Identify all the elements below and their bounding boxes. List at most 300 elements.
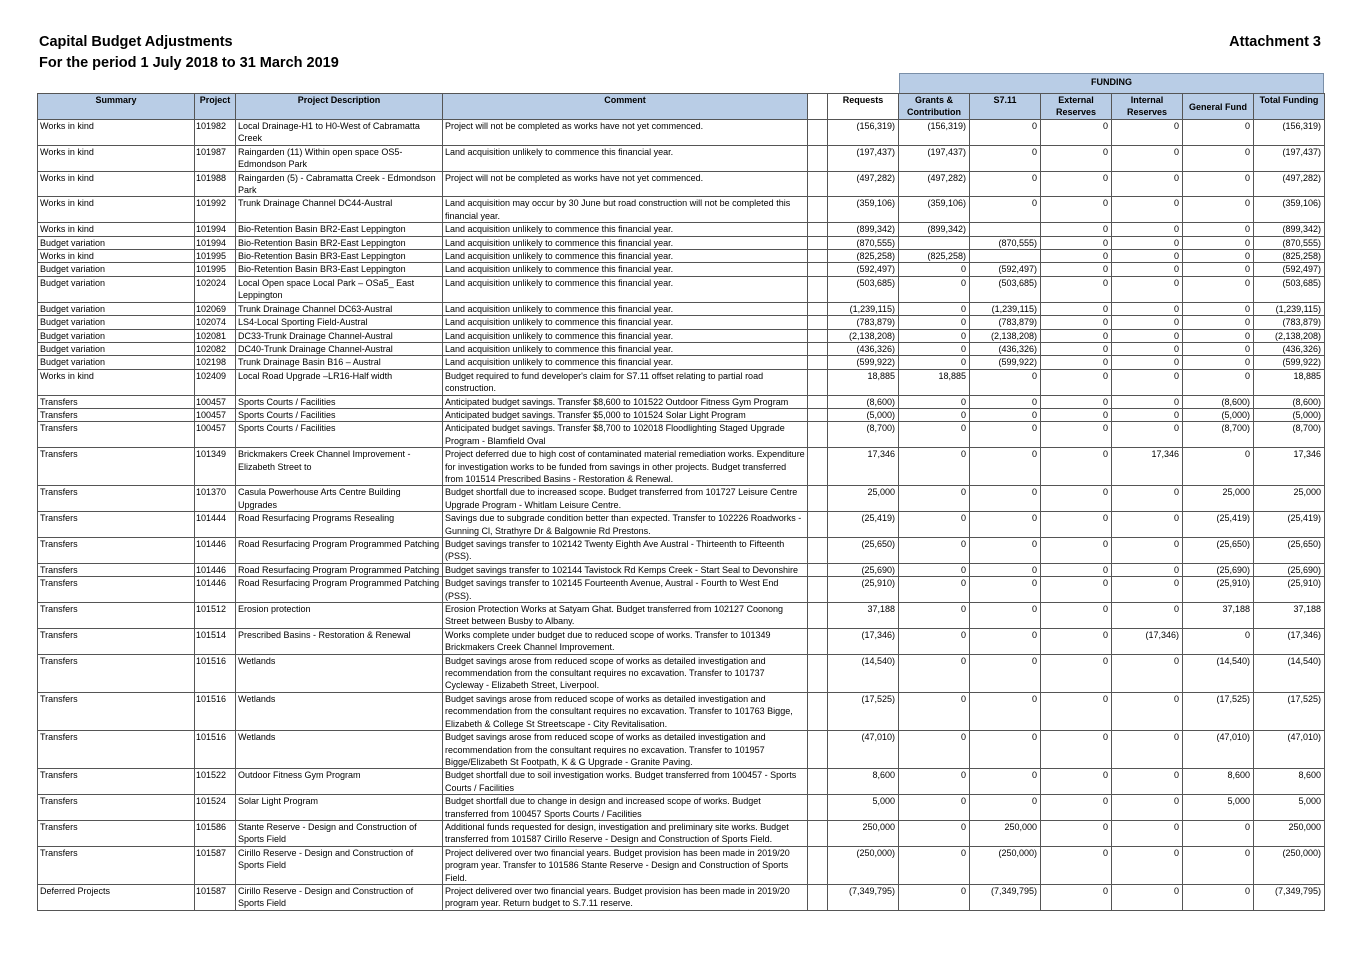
table-row (38, 369, 1325, 395)
row-internal-reserves: (17,346) (1112, 628, 1183, 654)
row-comment: Erosion Protection Works at Satyam Ghat. Budget transferred from 102127 Coonong Street between Busby to Albany. (443, 603, 808, 629)
col-grants: Grants & Contribution (899, 94, 970, 120)
row-summary: Transfers (38, 486, 195, 512)
row-general-fund: 0 (1183, 329, 1254, 342)
row-description: Sports Courts / Facilities (236, 408, 443, 421)
row-comment: Land acquisition unlikely to commence this financial year. (443, 302, 808, 315)
row-description: Road Resurfacing Program Programmed Patching (236, 563, 443, 576)
table-row (38, 769, 1325, 795)
row-spacer (808, 563, 828, 576)
row-internal-reserves: 0 (1112, 486, 1183, 512)
row-summary: Works in kind (38, 197, 195, 223)
row-general-fund: (8,700) (1183, 422, 1254, 448)
row-description: DC33-Trunk Drainage Channel-Austral (236, 329, 443, 342)
row-spacer (808, 820, 828, 846)
col-requests: Requests (828, 94, 899, 120)
row-total-funding: (25,650) (1254, 538, 1325, 564)
row-project: 101516 (195, 692, 236, 730)
row-requests: (359,106) (828, 197, 899, 223)
row-grants: 0 (899, 538, 970, 564)
table-row (38, 538, 1325, 564)
row-summary: Transfers (38, 538, 195, 564)
row-project: 101444 (195, 512, 236, 538)
row-summary: Budget variation (38, 302, 195, 315)
row-grants: (497,282) (899, 171, 970, 197)
row-grants: 0 (899, 846, 970, 884)
col-total-funding: Total Funding (1254, 94, 1325, 120)
row-external-reserves: 0 (1041, 769, 1112, 795)
row-total-funding: (503,685) (1254, 276, 1325, 302)
row-spacer (808, 731, 828, 769)
row-general-fund: 0 (1183, 369, 1254, 395)
row-summary: Transfers (38, 769, 195, 795)
row-internal-reserves: 0 (1112, 563, 1183, 576)
row-description: Bio-Retention Basin BR3-East Leppington (236, 250, 443, 263)
row-spacer (808, 120, 828, 146)
row-internal-reserves: 0 (1112, 302, 1183, 315)
row-grants: 0 (899, 512, 970, 538)
row-external-reserves: 0 (1041, 448, 1112, 486)
row-spacer (808, 884, 828, 910)
row-description: Wetlands (236, 731, 443, 769)
row-grants: 0 (899, 654, 970, 692)
row-description: Road Resurfacing Program Programmed Patching (236, 577, 443, 603)
row-requests: (17,525) (828, 692, 899, 730)
row-project: 102081 (195, 329, 236, 342)
row-internal-reserves: 0 (1112, 316, 1183, 329)
row-spacer (808, 628, 828, 654)
row-project: 100457 (195, 408, 236, 421)
row-external-reserves: 0 (1041, 369, 1112, 395)
row-summary: Transfers (38, 448, 195, 486)
row-grants: 0 (899, 356, 970, 369)
row-requests: 37,188 (828, 603, 899, 629)
row-internal-reserves: 0 (1112, 171, 1183, 197)
row-grants: 0 (899, 603, 970, 629)
row-grants: 0 (899, 395, 970, 408)
row-spacer (808, 236, 828, 249)
row-internal-reserves: 0 (1112, 654, 1183, 692)
row-spacer (808, 276, 828, 302)
row-general-fund: 0 (1183, 820, 1254, 846)
row-total-funding: (14,540) (1254, 654, 1325, 692)
row-requests: (5,000) (828, 408, 899, 421)
row-summary: Budget variation (38, 236, 195, 249)
row-summary: Works in kind (38, 171, 195, 197)
table-header-row (38, 94, 1325, 120)
row-general-fund: 0 (1183, 145, 1254, 171)
row-description: Bio-Retention Basin BR2-East Leppington (236, 236, 443, 249)
row-requests: (14,540) (828, 654, 899, 692)
row-project: 100457 (195, 395, 236, 408)
row-general-fund: 0 (1183, 302, 1254, 315)
row-s711: 0 (970, 448, 1041, 486)
row-grants: 0 (899, 302, 970, 315)
row-description: Local Open space Local Park – OSa5_ East Leppington (236, 276, 443, 302)
row-requests: (47,010) (828, 731, 899, 769)
row-general-fund: 0 (1183, 884, 1254, 910)
row-grants: 0 (899, 731, 970, 769)
row-s711: 0 (970, 577, 1041, 603)
col-summary: Summary (38, 94, 195, 120)
row-requests: 17,346 (828, 448, 899, 486)
row-grants: (825,258) (899, 250, 970, 263)
row-external-reserves: 0 (1041, 171, 1112, 197)
row-external-reserves: 0 (1041, 197, 1112, 223)
row-description: Local Drainage-H1 to H0-West of Cabramatta Creek (236, 120, 443, 146)
row-internal-reserves: 0 (1112, 603, 1183, 629)
row-external-reserves: 0 (1041, 276, 1112, 302)
row-internal-reserves: 0 (1112, 369, 1183, 395)
row-grants: 0 (899, 408, 970, 421)
row-project: 101516 (195, 731, 236, 769)
row-s711: 0 (970, 408, 1041, 421)
row-summary: Budget variation (38, 342, 195, 355)
row-comment: Land acquisition unlikely to commence this financial year. (443, 223, 808, 236)
row-requests: (156,319) (828, 120, 899, 146)
row-s711: 0 (970, 486, 1041, 512)
row-description: Raingarden (5) - Cabramatta Creek - Edmondson Park (236, 171, 443, 197)
row-spacer (808, 846, 828, 884)
table-row (38, 236, 1325, 249)
row-spacer (808, 223, 828, 236)
row-spacer (808, 197, 828, 223)
row-internal-reserves: 0 (1112, 577, 1183, 603)
table-row (38, 329, 1325, 342)
row-project: 101512 (195, 603, 236, 629)
attachment-label: Attachment 3 (1229, 34, 1321, 50)
row-comment: Land acquisition unlikely to commence this financial year. (443, 250, 808, 263)
row-total-funding: (592,497) (1254, 263, 1325, 276)
row-total-funding: (870,555) (1254, 236, 1325, 249)
row-s711: 0 (970, 512, 1041, 538)
row-general-fund: 0 (1183, 342, 1254, 355)
row-internal-reserves: 0 (1112, 356, 1183, 369)
row-s711: 250,000 (970, 820, 1041, 846)
row-total-funding: (47,010) (1254, 731, 1325, 769)
row-total-funding: 8,600 (1254, 769, 1325, 795)
row-external-reserves: 0 (1041, 654, 1112, 692)
table-row (38, 692, 1325, 730)
table-row (38, 731, 1325, 769)
row-external-reserves: 0 (1041, 563, 1112, 576)
table-row (38, 276, 1325, 302)
row-internal-reserves: 0 (1112, 223, 1183, 236)
row-external-reserves: 0 (1041, 408, 1112, 421)
row-total-funding: (825,258) (1254, 250, 1325, 263)
row-requests: (870,555) (828, 236, 899, 249)
table-row (38, 628, 1325, 654)
row-description: Wetlands (236, 692, 443, 730)
row-description: Solar Light Program (236, 795, 443, 821)
row-general-fund: 0 (1183, 448, 1254, 486)
row-description: Bio-Retention Basin BR2-East Leppington (236, 223, 443, 236)
row-total-funding: (17,346) (1254, 628, 1325, 654)
row-spacer (808, 692, 828, 730)
row-comment: Land acquisition unlikely to commence this financial year. (443, 329, 808, 342)
row-spacer (808, 342, 828, 355)
row-total-funding: (8,700) (1254, 422, 1325, 448)
row-description: Road Resurfacing Programs Resealing (236, 512, 443, 538)
row-external-reserves: 0 (1041, 236, 1112, 249)
table-row (38, 408, 1325, 421)
row-spacer (808, 448, 828, 486)
row-description: Casula Powerhouse Arts Centre Building Upgrades (236, 486, 443, 512)
row-requests: (25,419) (828, 512, 899, 538)
row-total-funding: (359,106) (1254, 197, 1325, 223)
row-grants: 0 (899, 486, 970, 512)
table-row (38, 145, 1325, 171)
row-requests: (497,282) (828, 171, 899, 197)
row-s711: (592,497) (970, 263, 1041, 276)
document-period: For the period 1 July 2018 to 31 March 2019 (39, 55, 339, 71)
row-description: Cirillo Reserve - Design and Construction of Sports Field (236, 846, 443, 884)
table-row (38, 486, 1325, 512)
table-row (38, 422, 1325, 448)
row-summary: Transfers (38, 654, 195, 692)
row-general-fund: (25,419) (1183, 512, 1254, 538)
row-project: 101988 (195, 171, 236, 197)
row-comment: Land acquisition unlikely to commence this financial year. (443, 276, 808, 302)
row-requests: 18,885 (828, 369, 899, 395)
row-grants: 0 (899, 692, 970, 730)
row-spacer (808, 395, 828, 408)
row-requests: 8,600 (828, 769, 899, 795)
row-requests: (783,879) (828, 316, 899, 329)
row-description: DC40-Trunk Drainage Channel-Austral (236, 342, 443, 355)
row-total-funding: (5,000) (1254, 408, 1325, 421)
row-comment: Budget savings arose from reduced scope of works as detailed investigation and recommendation from the consultant requires no excavation. Transfer to 101737 Cycleway - Elizabeth Street, Liverpool. (443, 654, 808, 692)
row-total-funding: (1,239,115) (1254, 302, 1325, 315)
row-external-reserves: 0 (1041, 342, 1112, 355)
table-row (38, 395, 1325, 408)
row-spacer (808, 171, 828, 197)
row-requests: (8,600) (828, 395, 899, 408)
row-general-fund: (14,540) (1183, 654, 1254, 692)
row-total-funding: (436,326) (1254, 342, 1325, 355)
row-external-reserves: 0 (1041, 884, 1112, 910)
row-comment: Anticipated budget savings. Transfer $5,000 to 101524 Solar Light Program (443, 408, 808, 421)
row-s711: (250,000) (970, 846, 1041, 884)
row-total-funding: (17,525) (1254, 692, 1325, 730)
row-comment: Project will not be completed as works have not yet commenced. (443, 120, 808, 146)
col-project: Project (195, 94, 236, 120)
row-requests: (1,239,115) (828, 302, 899, 315)
row-comment: Land acquisition unlikely to commence this financial year. (443, 342, 808, 355)
row-summary: Deferred Projects (38, 884, 195, 910)
row-grants: (197,437) (899, 145, 970, 171)
row-spacer (808, 795, 828, 821)
row-general-fund: (5,000) (1183, 408, 1254, 421)
row-external-reserves: 0 (1041, 820, 1112, 846)
row-comment: Land acquisition may occur by 30 June but road construction will not be completed this financial year. (443, 197, 808, 223)
row-total-funding: (250,000) (1254, 846, 1325, 884)
row-s711: (599,922) (970, 356, 1041, 369)
table-row (38, 356, 1325, 369)
row-general-fund: 0 (1183, 356, 1254, 369)
row-project: 101349 (195, 448, 236, 486)
row-general-fund: 37,188 (1183, 603, 1254, 629)
row-project: 101987 (195, 145, 236, 171)
row-requests: (825,258) (828, 250, 899, 263)
table-row (38, 302, 1325, 315)
row-internal-reserves: 0 (1112, 731, 1183, 769)
row-external-reserves: 0 (1041, 422, 1112, 448)
row-description: Road Resurfacing Program Programmed Patching (236, 538, 443, 564)
row-total-funding: (25,419) (1254, 512, 1325, 538)
row-project: 101994 (195, 236, 236, 249)
row-comment: Budget savings transfer to 102144 Tavistock Rd Kemps Creek - Start Seal to Devonshire (443, 563, 808, 576)
row-external-reserves: 0 (1041, 302, 1112, 315)
row-general-fund: 25,000 (1183, 486, 1254, 512)
row-s711: 0 (970, 654, 1041, 692)
row-general-fund: (8,600) (1183, 395, 1254, 408)
row-internal-reserves: 0 (1112, 263, 1183, 276)
row-summary: Transfers (38, 692, 195, 730)
row-total-funding: (156,319) (1254, 120, 1325, 146)
row-comment: Budget shortfall due to change in design and increased scope of works. Budget transferred from 100457 Sports Courts / Facilities (443, 795, 808, 821)
row-spacer (808, 369, 828, 395)
row-comment: Additional funds requested for design, investigation and preliminary site works. Budget transferred from 101587 Cirillo Reserve - Design and Construction of Sports Field. (443, 820, 808, 846)
row-project: 101446 (195, 563, 236, 576)
row-internal-reserves: 0 (1112, 197, 1183, 223)
row-description: Sports Courts / Facilities (236, 422, 443, 448)
row-requests: (25,650) (828, 538, 899, 564)
row-general-fund: (17,525) (1183, 692, 1254, 730)
row-summary: Works in kind (38, 223, 195, 236)
row-external-reserves: 0 (1041, 512, 1112, 538)
table-row (38, 448, 1325, 486)
row-total-funding: (2,138,208) (1254, 329, 1325, 342)
row-general-fund: (25,650) (1183, 538, 1254, 564)
row-total-funding: 18,885 (1254, 369, 1325, 395)
row-comment: Budget savings arose from reduced scope of works as detailed investigation and recommendation from the consultant requires no excavation. Transfer to 101763 Bigge, Elizabeth & College St Streetscape - City Revitalisation. (443, 692, 808, 730)
row-s711: 0 (970, 769, 1041, 795)
table-row (38, 795, 1325, 821)
row-general-fund: 0 (1183, 316, 1254, 329)
row-external-reserves: 0 (1041, 846, 1112, 884)
row-summary: Transfers (38, 846, 195, 884)
row-general-fund: 0 (1183, 236, 1254, 249)
row-grants: (156,319) (899, 120, 970, 146)
row-requests: (25,910) (828, 577, 899, 603)
row-project: 101446 (195, 577, 236, 603)
row-summary: Budget variation (38, 316, 195, 329)
row-project: 101524 (195, 795, 236, 821)
row-requests: (899,342) (828, 223, 899, 236)
row-s711: (870,555) (970, 236, 1041, 249)
row-grants: 0 (899, 795, 970, 821)
row-external-reserves: 0 (1041, 329, 1112, 342)
row-external-reserves: 0 (1041, 628, 1112, 654)
row-comment: Project delivered over two financial years. Budget provision has been made in 2019/20 program year. Return budget to S.7.11 reserve. (443, 884, 808, 910)
row-external-reserves: 0 (1041, 356, 1112, 369)
row-total-funding: (25,910) (1254, 577, 1325, 603)
row-summary: Transfers (38, 395, 195, 408)
row-comment: Budget shortfall due to increased scope. Budget transferred from 101727 Leisure Centre Upgrade Program - Whitlam Leisure Centre. (443, 486, 808, 512)
row-spacer (808, 512, 828, 538)
row-internal-reserves: 0 (1112, 820, 1183, 846)
row-spacer (808, 603, 828, 629)
row-comment: Land acquisition unlikely to commence this financial year. (443, 145, 808, 171)
row-total-funding: 37,188 (1254, 603, 1325, 629)
row-description: Local Road Upgrade –LR16-Half width (236, 369, 443, 395)
row-s711 (970, 250, 1041, 263)
row-internal-reserves: 0 (1112, 250, 1183, 263)
row-description: Trunk Drainage Channel DC63-Austral (236, 302, 443, 315)
row-spacer (808, 302, 828, 315)
col-internal-reserves: Internal Reserves (1112, 94, 1183, 120)
row-internal-reserves: 0 (1112, 236, 1183, 249)
row-requests: (599,922) (828, 356, 899, 369)
row-requests: (592,497) (828, 263, 899, 276)
row-project: 101587 (195, 884, 236, 910)
row-s711: 0 (970, 628, 1041, 654)
row-total-funding: (599,922) (1254, 356, 1325, 369)
row-general-fund: 0 (1183, 223, 1254, 236)
row-summary: Transfers (38, 512, 195, 538)
row-total-funding: 5,000 (1254, 795, 1325, 821)
row-requests: 250,000 (828, 820, 899, 846)
col-s711: S7.11 (970, 94, 1041, 120)
row-spacer (808, 250, 828, 263)
row-grants: 0 (899, 563, 970, 576)
row-project: 102069 (195, 302, 236, 315)
row-summary: Transfers (38, 628, 195, 654)
row-comment: Project deferred due to high cost of contaminated material remediation works. Expenditure for investigation works to be funded from savings in other projects. Budget transferred from 101514 Prescribed Basins - Restoration & Renewal. (443, 448, 808, 486)
row-grants: 0 (899, 577, 970, 603)
row-comment: Budget savings transfer to 102142 Twenty Eighth Ave Austral - Thirteenth to Fifteenth (PSS). (443, 538, 808, 564)
row-internal-reserves: 0 (1112, 795, 1183, 821)
row-grants: 0 (899, 422, 970, 448)
row-project: 101994 (195, 223, 236, 236)
row-general-fund: 0 (1183, 197, 1254, 223)
row-s711: (503,685) (970, 276, 1041, 302)
row-total-funding: (197,437) (1254, 145, 1325, 171)
row-s711: 0 (970, 538, 1041, 564)
row-general-fund: 0 (1183, 276, 1254, 302)
row-external-reserves: 0 (1041, 120, 1112, 146)
row-description: Trunk Drainage Basin B16 – Austral (236, 356, 443, 369)
table-row (38, 342, 1325, 355)
row-project: 101586 (195, 820, 236, 846)
row-internal-reserves: 0 (1112, 329, 1183, 342)
table-row (38, 603, 1325, 629)
row-internal-reserves: 0 (1112, 769, 1183, 795)
row-comment: Budget shortfall due to soil investigation works. Budget transferred from 100457 - Sports Courts / Facilities (443, 769, 808, 795)
row-spacer (808, 538, 828, 564)
row-general-fund: 0 (1183, 263, 1254, 276)
row-description: Raingarden (11) Within open space OS5-Edmondson Park (236, 145, 443, 171)
row-project: 101516 (195, 654, 236, 692)
row-comment: Land acquisition unlikely to commence this financial year. (443, 356, 808, 369)
row-description: Bio-Retention Basin BR3-East Leppington (236, 263, 443, 276)
row-s711: 0 (970, 171, 1041, 197)
row-external-reserves: 0 (1041, 263, 1112, 276)
row-project: 102074 (195, 316, 236, 329)
row-summary: Transfers (38, 577, 195, 603)
row-grants: 0 (899, 884, 970, 910)
row-spacer (808, 145, 828, 171)
row-internal-reserves: 0 (1112, 276, 1183, 302)
row-description: Prescribed Basins - Restoration & Renewal (236, 628, 443, 654)
row-requests: (7,349,795) (828, 884, 899, 910)
row-requests: (503,685) (828, 276, 899, 302)
row-grants: 0 (899, 329, 970, 342)
row-project: 100457 (195, 422, 236, 448)
table-row (38, 250, 1325, 263)
row-requests: (2,138,208) (828, 329, 899, 342)
